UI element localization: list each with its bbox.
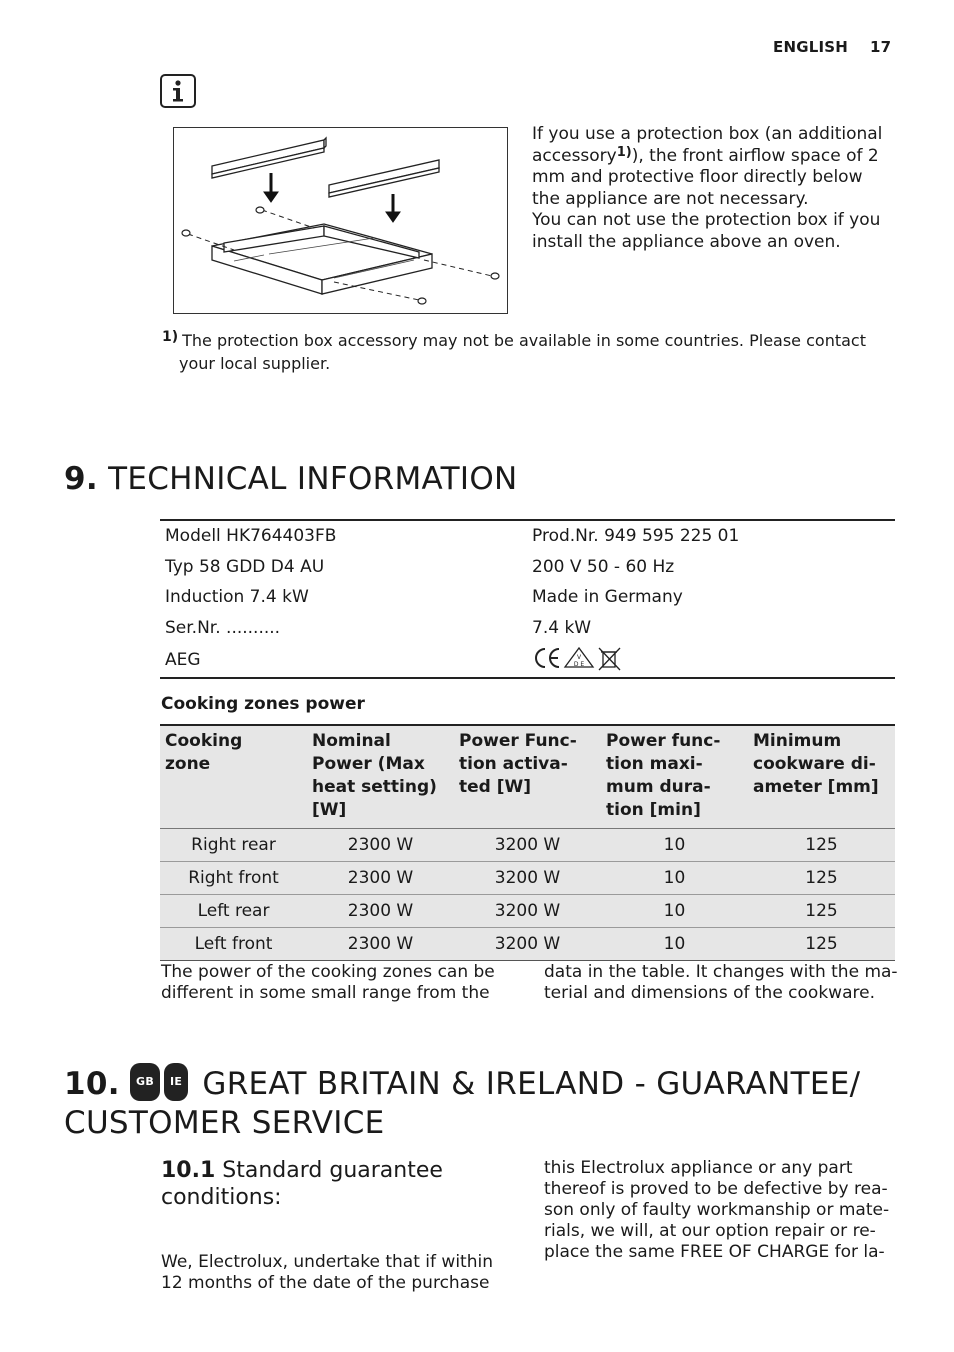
cell-diameter: 125: [805, 868, 838, 888]
guarantee-text-right: [544, 1158, 904, 1263]
page-number: 17: [870, 38, 892, 56]
tech-cell: Ser.Nr. ..........: [165, 617, 281, 638]
table-row: [160, 928, 895, 960]
text-line: different in some small range from the: [161, 983, 490, 1003]
section-10-title-line1: GREAT BRITAIN & IRELAND - GUARANTEE/: [202, 1066, 861, 1102]
cell-duration: 10: [663, 934, 686, 954]
header-line: mum dura-: [606, 777, 711, 797]
header-line: tion activa-: [459, 754, 568, 774]
table-header-row: [160, 726, 895, 829]
info-icon: [160, 74, 196, 108]
header-line: ameter [mm]: [753, 777, 879, 797]
text-line: rials, we will, at our option repair or re-: [544, 1221, 876, 1241]
footnote-mark: 1): [162, 329, 179, 345]
cell-power-function: 3200 W: [494, 868, 561, 888]
header-max-duration: [601, 730, 748, 822]
cell-nominal: 2300 W: [347, 901, 414, 921]
header-line: heat setting): [312, 777, 437, 797]
header-line: Power func-: [606, 731, 721, 751]
info-text-part1: If you use a protection box (an additional accessory: [532, 124, 883, 166]
tech-cell: 200 V 50 - 60 Hz: [532, 556, 675, 577]
section-9-number: 9.: [64, 461, 98, 497]
text-line: thereof is proved to be defective by rea-: [544, 1179, 888, 1199]
country-badge-ie: IE: [164, 1063, 188, 1101]
header-line: Power Func-: [459, 731, 577, 751]
cell-power-function: 3200 W: [494, 934, 561, 954]
cell-diameter: 125: [805, 934, 838, 954]
text-line: data in the table. It changes with the ma-: [544, 962, 898, 982]
header-line: tion [min]: [606, 800, 701, 820]
svg-text:D E: D E: [573, 660, 585, 668]
certification-marks: [532, 645, 895, 676]
header-line: cookware di-: [753, 754, 876, 774]
tech-cell: Prod.Nr. 949 595 225 01: [532, 526, 740, 547]
tech-row: [160, 582, 895, 613]
subsection-number: 10.1: [161, 1158, 216, 1183]
protection-box-illustration: [173, 127, 508, 314]
tech-cell: Induction 7.4 kW: [165, 587, 309, 608]
tech-cell: Typ 58 GDD D4 AU: [165, 556, 325, 577]
section-9-title: TECHNICAL INFORMATION: [108, 461, 518, 497]
cooking-zones-table: [160, 724, 895, 961]
tech-row: [160, 613, 895, 644]
cell-zone: Left front: [194, 934, 273, 954]
header-language: ENGLISH: [773, 38, 849, 56]
cell-zone: Left rear: [197, 901, 270, 921]
footnote-reference: 1): [616, 144, 632, 160]
header-line: zone: [165, 754, 211, 774]
cell-duration: 10: [663, 868, 686, 888]
svg-text:V: V: [576, 653, 582, 661]
header-line: Nominal: [312, 731, 391, 751]
cell-diameter: 125: [805, 901, 838, 921]
cell-power-function: 3200 W: [494, 835, 561, 855]
text-line: We, Electrolux, undertake that if within: [161, 1252, 493, 1272]
header-line: [W]: [312, 800, 347, 820]
cell-power-function: 3200 W: [494, 901, 561, 921]
cell-diameter: 125: [805, 835, 838, 855]
header-min-diameter: [748, 730, 895, 822]
text-line: this Electrolux appliance or any part: [544, 1158, 853, 1178]
header-line: tion maxi-: [606, 754, 703, 774]
header-power-function: [454, 730, 601, 822]
cell-nominal: 2300 W: [347, 934, 414, 954]
subsection-title-line1: Standard guarantee: [222, 1158, 443, 1183]
tech-row: [160, 552, 895, 583]
cell-zone: Right rear: [191, 835, 276, 855]
section-10-heading: [64, 1066, 860, 1141]
table-row: [160, 895, 895, 928]
section-10-title-line2: CUSTOMER SERVICE: [64, 1104, 385, 1141]
cell-duration: 10: [663, 835, 686, 855]
info-text-oven-warning: You can not use the protection box if you install the appliance above an oven.: [532, 210, 881, 252]
country-badge-gb: GB: [130, 1063, 160, 1101]
tech-cell: AEG: [165, 650, 201, 670]
header-line: ted [W]: [459, 777, 532, 797]
cell-nominal: 2300 W: [347, 835, 414, 855]
footnote-text: The protection box accessory may not be available in some countries. Please contact: [182, 331, 866, 350]
tech-cell: 7.4 kW: [532, 617, 592, 638]
ce-mark-icon: [536, 649, 559, 667]
cell-duration: 10: [663, 901, 686, 921]
tech-row: [160, 643, 895, 677]
technical-info-table: [160, 519, 895, 679]
tech-row: [160, 521, 895, 552]
cooking-zones-subheading: Cooking zones power: [161, 694, 365, 714]
header-line: Power (Max: [312, 754, 425, 774]
text-line: place the same FREE OF CHARGE for la-: [544, 1242, 885, 1262]
text-line: The power of the cooking zones can be: [161, 962, 495, 982]
header-nominal-power: [307, 730, 454, 822]
protection-box-info: [532, 124, 892, 253]
subsection-10-1-heading: [161, 1157, 443, 1211]
tech-cell: Modell HK764403FB: [165, 526, 337, 547]
cell-nominal: 2300 W: [347, 868, 414, 888]
vde-mark-icon: [565, 648, 593, 668]
zones-note-left: [161, 962, 531, 1004]
section-9-heading: [64, 461, 518, 497]
header-line: Cooking: [165, 731, 243, 751]
header-line: Minimum: [753, 731, 842, 751]
cell-zone: Right front: [188, 868, 279, 888]
subsection-title-line2: conditions:: [161, 1185, 282, 1210]
weee-bin-icon: [599, 648, 620, 670]
header-cooking-zone: [160, 730, 307, 822]
info-text-part2: ), the front airflow space of 2 mm and protective floor directly below the appliance are not necessary.: [532, 145, 879, 209]
table-row: [160, 862, 895, 895]
footnote-text-continued: your local supplier.: [179, 354, 331, 373]
zones-note-right: [544, 962, 904, 1004]
guarantee-text-left: [161, 1252, 531, 1294]
table-row: [160, 829, 895, 862]
text-line: 12 months of the date of the purchase: [161, 1273, 490, 1293]
text-line: son only of faulty workmanship or mate-: [544, 1200, 890, 1220]
footnote: [162, 330, 882, 374]
section-10-number: 10.: [64, 1066, 120, 1102]
tech-cell: Made in Germany: [532, 587, 683, 608]
text-line: terial and dimensions of the cookware.: [544, 983, 875, 1003]
